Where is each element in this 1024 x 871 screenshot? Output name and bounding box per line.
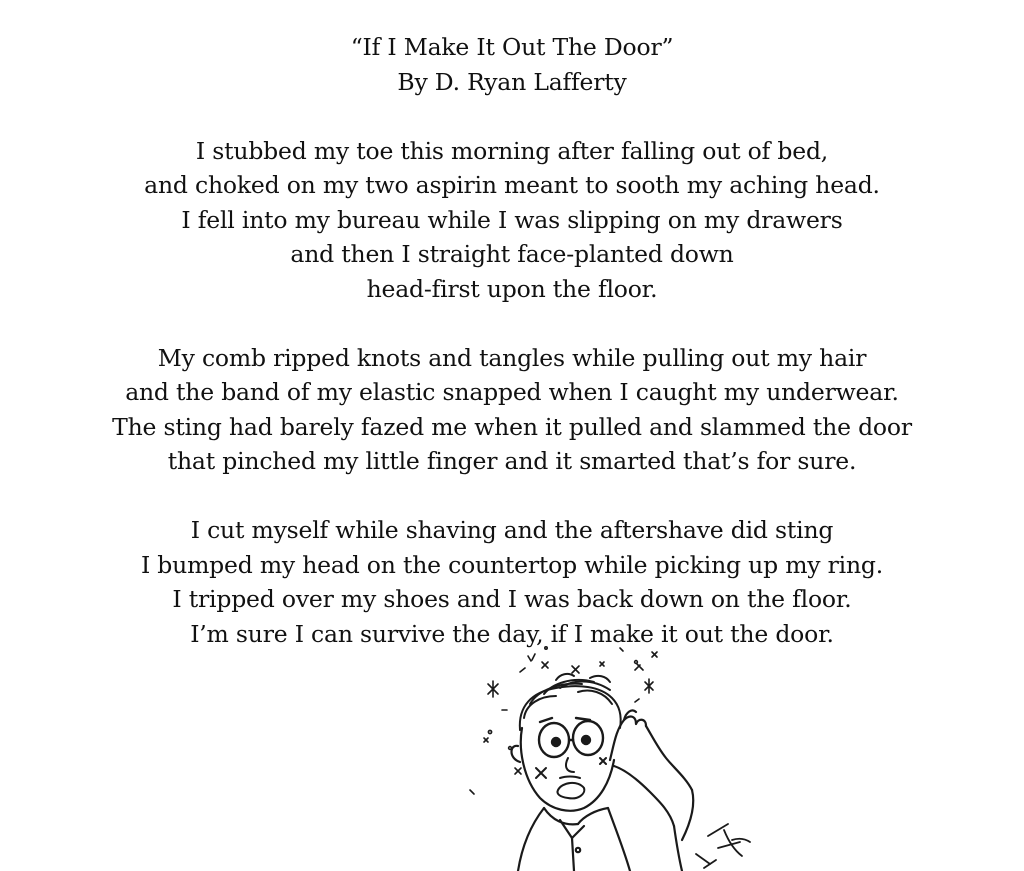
dizzy-stars (470, 647, 657, 794)
stanza-spacer (0, 479, 1024, 514)
poem-line: and then I straight face-planted down (290, 240, 734, 268)
eyes (539, 718, 603, 757)
face-details (536, 758, 606, 798)
stanza-3 (0, 513, 1024, 651)
poem-line: I bumped my head on the countertop while picking up my ring. (140, 550, 884, 579)
poem-line: I tripped over my shoes and I was back down on the floor. (172, 585, 852, 613)
stanza-spacer (0, 306, 1024, 341)
stanza-1 (0, 134, 1024, 307)
poem-line: I stubbed my toe this morning after falling out of bed, (195, 136, 829, 165)
poem-line: I fell into my bureau while I was slipping on my drawers (181, 205, 843, 234)
collar-and-shirt (518, 808, 630, 871)
head (512, 728, 615, 811)
stanza-2 (0, 341, 1024, 479)
poem-line: head-first upon the floor. (366, 274, 658, 303)
poem-document (0, 30, 1024, 651)
motion-lines (696, 824, 750, 868)
poem-byline: By D. Ryan Lafferty (397, 67, 627, 96)
dazed-man-illustration (460, 640, 790, 871)
poem-line: I cut myself while shaving and the aftershave did sting (190, 516, 834, 544)
stanza-spacer (0, 99, 1024, 134)
poem-line: and choked on my two aspirin meant to sooth my aching head. (144, 171, 880, 199)
messy-hair (520, 674, 621, 730)
poem-line: My comb ripped knots and tangles while pulling out my hair (157, 343, 867, 372)
poem-title: “If I Make It Out The Door” (350, 33, 674, 61)
poem-line: that pinched my little finger and it smarted that’s for sure. (167, 447, 857, 475)
poem-line: I’m sure I can survive the day, if I make it out the door. (190, 619, 834, 648)
dazed-man-drawing (460, 640, 790, 871)
poem-line: and the band of my elastic snapped when I caught my underwear. (125, 378, 899, 406)
poem-line: The sting had barely fazed me when it pulled and slammed the door (112, 412, 912, 441)
